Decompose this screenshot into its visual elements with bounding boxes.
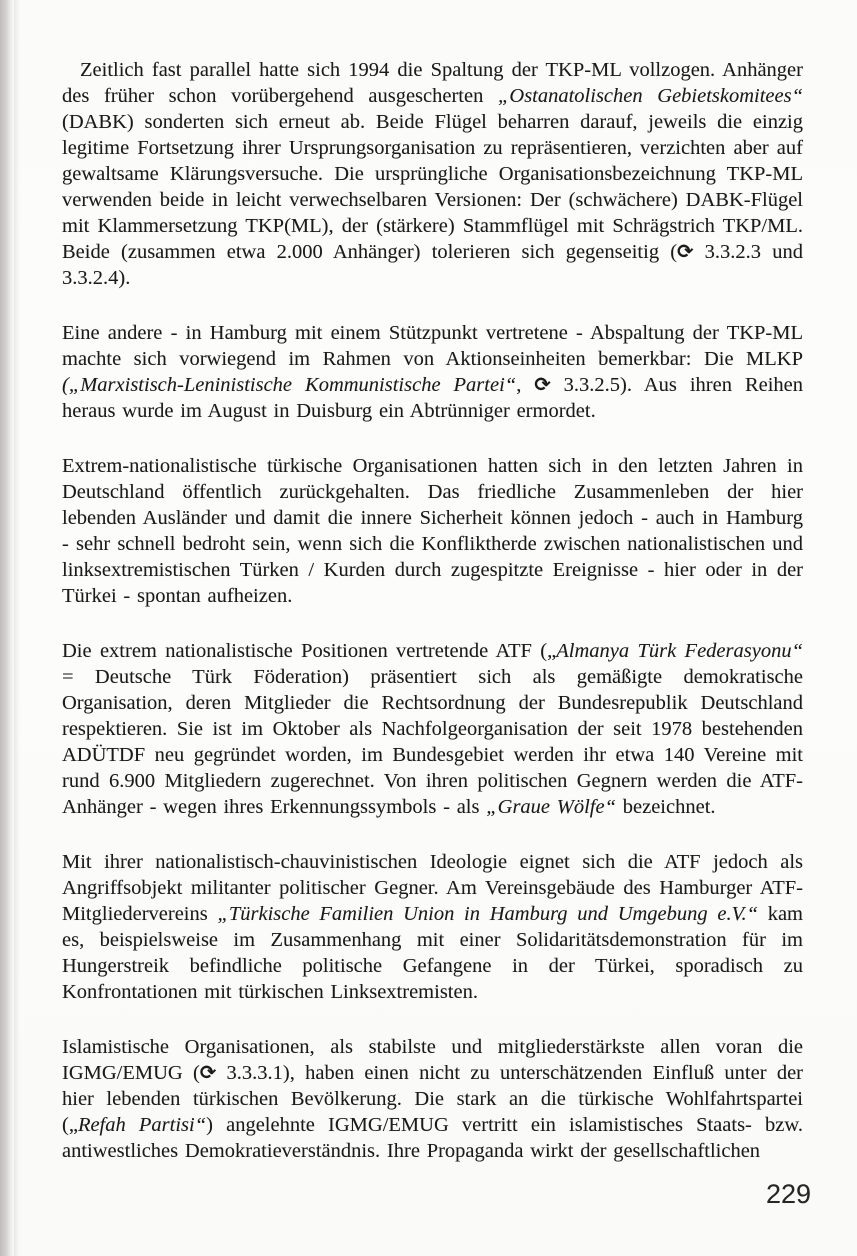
text-segment: „Türkische Familien Union in Hamburg und Umgebung e.V.“ — [217, 903, 758, 925]
text-segment: kam es, beispielsweise im Zusammenhang mit einer Solidaritätsdemonstration für im Hungerstreik befindliche politische Gefangene in der Türkei, sporadisch zu Konfrontationen mit türkischen Linksextremisten. — [62, 903, 803, 1003]
text-segment: (DABK) sonderten sich erneut ab. Beide Flügel beharren darauf, jeweils die einzig legitime Fortsetzung ihrer Ursprungsorganisation zu repräsentieren, verzichten aber auf gewaltsame Klärungsversuche. Die ursprüngliche Organisationsbezeichnung TKP-ML verwenden beide in leicht verwechselbaren Versionen: Der (schwächere) DABK-Flügel mit Klammersetzung TKP(ML), der (stärkere) Stammflügel mit Schrägstrich TKP/ML. Beide (zusammen etwa 2.000 Anhänger) tolerieren sich gegenseitig ( — [62, 111, 803, 263]
text-segment: ) angelehnte IGMG/EMUG vertritt ein islamistisches Staats- bzw. antiwestliches Demokratieverständnis. Ihre Propaganda wirkt der gesellschaftlichen — [62, 1114, 803, 1162]
cross-reference-icon: ⟳ — [199, 1061, 217, 1084]
text-segment: Refah Partisi“ — [77, 1114, 207, 1136]
text-segment: Extrem-nationalistische türkische Organisationen hatten sich in den letzten Jahren in Deutschland öffentlich zurückgehalten. Das friedliche Zusammenleben der hier lebenden Ausländer und damit die innere Sicherheit können jedoch - auch in Hamburg - sehr schnell bedroht sein, wenn sich die Konfliktherde zwischen nationalistischen und linksextremistischen Türken / Kurden durch zugespitzte Ereignisse - hier oder in der Türkei - spontan aufheizen. — [62, 455, 803, 607]
text-segment: Die extrem nationalistische Positionen vertretende ATF („ — [62, 640, 557, 662]
paragraph — [62, 1034, 803, 1164]
paragraph — [62, 57, 803, 291]
page-text — [62, 57, 803, 1193]
text-segment: „Ostanatolischen Gebietskomitees“ — [497, 85, 804, 107]
paragraph — [62, 849, 803, 1005]
text-segment: 3.3.3.1), haben einen nicht zu unterschätzenden Einfluß unter der hier lebenden türkischen Bevölkerung. Die stark an die türkische Wohlfahrtspartei („ — [62, 1062, 804, 1136]
text-segment: 3.3.2.5). Aus ihren Reihen heraus wurde im August in Duisburg ein Abtrünniger ermordet. — [62, 374, 804, 422]
text-segment: , — [516, 374, 535, 396]
text-segment: („Marxistisch-Leninistische Kommunistische Partei“ — [62, 374, 517, 396]
page-number: 229 — [765, 1179, 811, 1209]
paragraph — [62, 453, 803, 609]
text-segment: Islamistische Organisationen, als stabilste und mitgliederstärkste allen voran die IGMG/EMUG ( — [62, 1036, 803, 1084]
text-segment: „Graue Wölfe“ — [486, 796, 616, 818]
scan-edge-artifact — [0, 0, 14, 1256]
text-segment: Mit ihrer nationalistisch-chauvinistischen Ideologie eignet sich die ATF jedoch als Angriffsobjekt militanter politischer Gegner. Am Vereinsgebäude des Hamburger ATF-Mitgliedervereins — [62, 851, 803, 925]
text-segment: Zeitlich fast parallel hatte sich 1994 die Spaltung der TKP-ML vollzogen. Anhänger des früher schon vorübergehend ausgescherten — [62, 59, 803, 107]
text-segment: Almanya Türk Federasyonu“ — [556, 640, 803, 662]
text-segment: 3.3.2.3 und 3.3.2.4). — [62, 241, 804, 289]
text-segment: bezeichnet. — [616, 796, 716, 818]
text-segment: = Deutsche Türk Föderation) präsentiert sich als gemäßigte demokratische Organisation, deren Mitglieder die Rechtsordnung der Bundesrepublik Deutschland respektieren. Sie ist im Oktober als Nachfolgeorganisation der seit 1978 bestehenden ADÜTDF neu gegründet worden, im Bundesgebiet werden ihr etwa 140 Vereine mit rund 6.900 Mitgliedern zugerechnet. Von ihren politischen Gegnern werden die ATF-Anhänger - wegen ihres Erkennungssymbols - als — [62, 666, 803, 818]
text-segment: Eine andere - in Hamburg mit einem Stützpunkt vertretene - Abspaltung der TKP-ML machte sich vorwiegend im Rahmen von Aktionseinheiten bemerkbar: Die MLKP — [62, 322, 803, 370]
paragraph — [62, 638, 803, 820]
paragraph — [62, 320, 803, 424]
cross-reference-icon: ⟳ — [534, 373, 551, 396]
cross-reference-icon: ⟳ — [677, 240, 694, 263]
